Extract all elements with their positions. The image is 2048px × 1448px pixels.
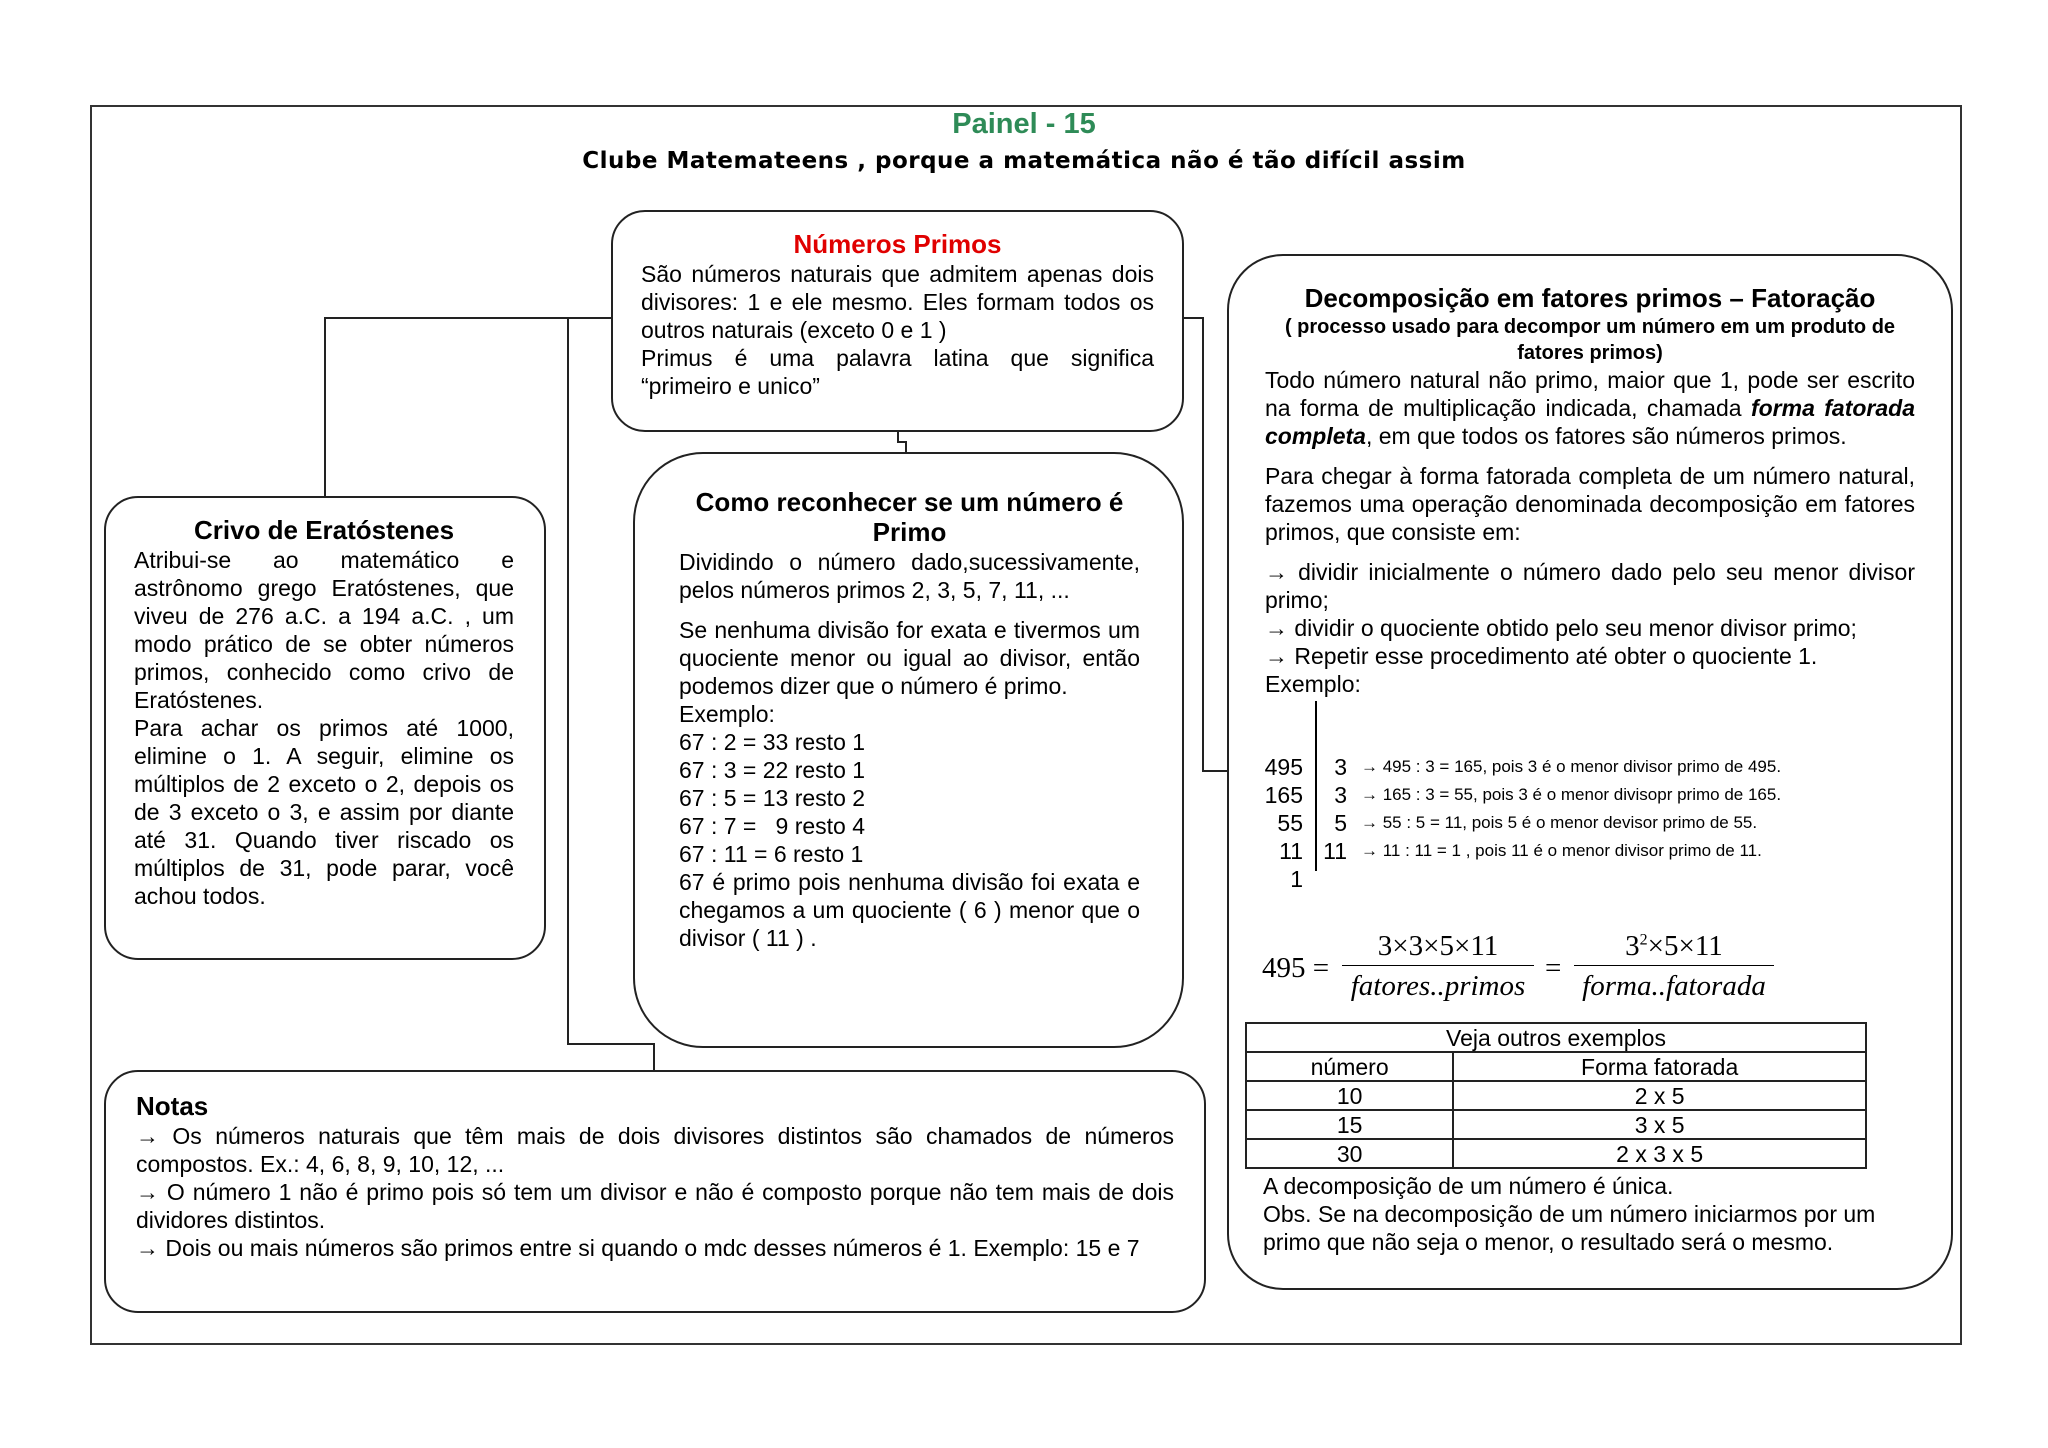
table-row bbox=[1246, 1139, 1866, 1168]
notas-title: Notas bbox=[136, 1091, 209, 1121]
table-row bbox=[1246, 1081, 1866, 1110]
fatoracao-subtitle: ( processo usado para decompor um número em um produto de fatores primos) bbox=[1284, 315, 1896, 364]
nota-compostos: → Os números naturais que têm mais de dois divisores distintos são chamados de números compostos. Ex.: 4, 6, 8, 9, 10, 12, ... bbox=[136, 1122, 1174, 1177]
panel-subtitle: Clube Matemateens , porque a matemática não é tão difícil assim bbox=[582, 148, 1466, 174]
reconhecer-example-label: Exemplo: bbox=[679, 700, 775, 727]
fatoracao-step: → Repetir esse procedimento até obter o quociente 1. bbox=[1265, 642, 1818, 669]
connector-crivo bbox=[325, 318, 615, 496]
table-cell: 2 x 3 x 5 bbox=[1453, 1139, 1866, 1168]
nota-primos-entre-si: → Dois ou mais números são primos entre si quando o mdc desses números é 1. Exemplo: 15 e 7 bbox=[136, 1234, 1140, 1261]
reconhecer-step: 67 : 3 = 22 resto 1 bbox=[679, 756, 866, 783]
table-cell: 2 x 5 bbox=[1453, 1081, 1866, 1110]
examples-header-forma: Forma fatorada bbox=[1453, 1052, 1866, 1081]
reconhecer-box bbox=[633, 452, 1184, 1048]
reconhecer-rule: Se nenhuma divisão for exata e tivermos um quociente menor ou igual ao divisor, então podemos dizer que o número é primo. bbox=[679, 616, 1140, 699]
crivo-box bbox=[104, 496, 546, 960]
notas-box bbox=[104, 1070, 1206, 1313]
formula-lhs: 495 = bbox=[1262, 952, 1330, 984]
fatoracao-uniqueness: A decomposição de um número é única. bbox=[1263, 1173, 1674, 1199]
table-cell: 10 bbox=[1246, 1081, 1453, 1110]
reconhecer-conclusion: 67 é primo pois nenhuma divisão foi exata e chegamos a um quociente ( 6 ) menor que o divisor ( 11 ) . bbox=[679, 868, 1140, 951]
division-dividend: 11 bbox=[1279, 838, 1303, 864]
fatoracao-title: Decomposição em fatores primos – Fatoração bbox=[1304, 283, 1876, 313]
crivo-title: Crivo de Eratóstenes bbox=[193, 515, 455, 545]
connector-reconhecer bbox=[898, 430, 906, 452]
fatoracao-observation: Obs. Se na decomposição de um número iniciarmos por um primo que não seja o menor, o resultado será o mesmo. bbox=[1263, 1201, 1876, 1255]
primos-definition: São números naturais que admitem apenas dois divisores: 1 e ele mesmo. Eles formam todos os outros naturais (exceto 0 e 1 ) bbox=[641, 260, 1154, 343]
reconhecer-step: 67 : 2 = 33 resto 1 bbox=[679, 728, 866, 755]
formula-numerator: $3^2\times 5\times 11$ bbox=[1574, 930, 1774, 966]
division-dividend: 165 bbox=[1264, 782, 1303, 808]
nota-numero-um: → O número 1 não é primo pois só tem um divisor e não é composto porque não tem mais de dois dividores distintos. bbox=[136, 1178, 1174, 1233]
reconhecer-method: Dividindo o número dado,sucessivamente, pelos números primos 2, 3, 5, 7, 11, ... bbox=[679, 548, 1140, 603]
table-cell: 3 x 5 bbox=[1453, 1110, 1866, 1139]
formula-fraction-2 bbox=[1574, 930, 1774, 1003]
division-explanation: → 11 : 11 = 1 , pois 11 é o menor divisor primo de 11. bbox=[1361, 841, 1762, 860]
reconhecer-step: 67 : 5 = 13 resto 2 bbox=[679, 784, 866, 811]
division-divisor: 5 bbox=[1334, 810, 1347, 836]
connector-fatoracao bbox=[1180, 318, 1229, 771]
division-dividend: 495 bbox=[1264, 754, 1303, 780]
division-divisor: 3 bbox=[1334, 782, 1347, 808]
fatoracao-step: → dividir o quociente obtido pelo seu menor divisor primo; bbox=[1265, 614, 1857, 641]
table-row bbox=[1246, 1110, 1866, 1139]
examples-table bbox=[1245, 1022, 1867, 1169]
table-cell: 30 bbox=[1246, 1139, 1453, 1168]
fatoracao-procedure: Para chegar à forma fatorada completa de um número natural, fazemos uma operação denominada decomposição em fatores primos, que consiste em: bbox=[1265, 462, 1915, 545]
division-explanation: → 55 : 5 = 11, pois 5 é o menor devisor primo de 55. bbox=[1361, 813, 1758, 832]
division-explanation: → 165 : 3 = 55, pois 3 é o menor divisopr primo de 165. bbox=[1361, 785, 1782, 804]
reconhecer-step: 67 : 7 = 9 resto 4 bbox=[679, 812, 866, 839]
primos-box bbox=[611, 210, 1184, 432]
formula-denominator: forma..fatorada bbox=[1582, 970, 1766, 1002]
fatoracao-definition: Todo número natural não primo, maior que 1, pode ser escrito na forma de multiplicação indicada, chamada forma fatorada completa, em que todos os fatores são números primos. bbox=[1265, 366, 1915, 449]
formula-fraction-1 bbox=[1342, 930, 1534, 1003]
division-explanation: → 495 : 3 = 165, pois 3 é o menor divisor primo de 495. bbox=[1361, 757, 1782, 776]
formula-denominator: fatores..primos bbox=[1350, 970, 1526, 1002]
fatoracao-example-label: Exemplo: bbox=[1265, 670, 1361, 697]
primos-etymology: Primus é uma palavra latina que significa “primeiro e unico” bbox=[641, 344, 1154, 399]
fatoracao-step: → dividir inicialmente o número dado pelo seu menor divisor primo; bbox=[1265, 558, 1915, 613]
examples-header-numero: número bbox=[1246, 1052, 1453, 1081]
forma-fatorada-term: forma fatorada completa bbox=[1265, 394, 1915, 449]
reconhecer-step: 67 : 11 = 6 resto 1 bbox=[679, 840, 864, 867]
primos-title: Números Primos bbox=[793, 229, 1002, 259]
division-divisor: 3 bbox=[1334, 754, 1347, 780]
division-dividend: 55 bbox=[1277, 810, 1303, 836]
crivo-method: Para achar os primos até 1000, elimine o 1. A seguir, elimine os múltiplos de 2 exceto o 2, depois os de 3 exceto o 3, e assim por diante até 31. Quando tiver riscado os múltiplos de 31, pode parar, você achou todos. bbox=[134, 714, 514, 909]
table-cell: 15 bbox=[1246, 1110, 1453, 1139]
formula-equals: = bbox=[1545, 952, 1562, 984]
fatoracao-notes bbox=[1263, 1172, 1923, 1256]
division-dividend: 1 bbox=[1290, 866, 1303, 892]
reconhecer-title: Como reconhecer se um número é Primo bbox=[695, 487, 1124, 547]
division-divisor: 11 bbox=[1323, 838, 1347, 864]
crivo-history: Atribui-se ao matemático e astrônomo grego Eratóstenes, que viveu de 276 a.C. a 194 a.C. , um modo prático de se obter números primos, conhecido como crivo de Eratóstenes. bbox=[134, 546, 514, 713]
formula-numerator: 3×3×5×11 bbox=[1342, 930, 1534, 966]
panel-title: Painel - 15 bbox=[952, 108, 1096, 140]
examples-caption: Veja outros exemplos bbox=[1246, 1023, 1866, 1052]
